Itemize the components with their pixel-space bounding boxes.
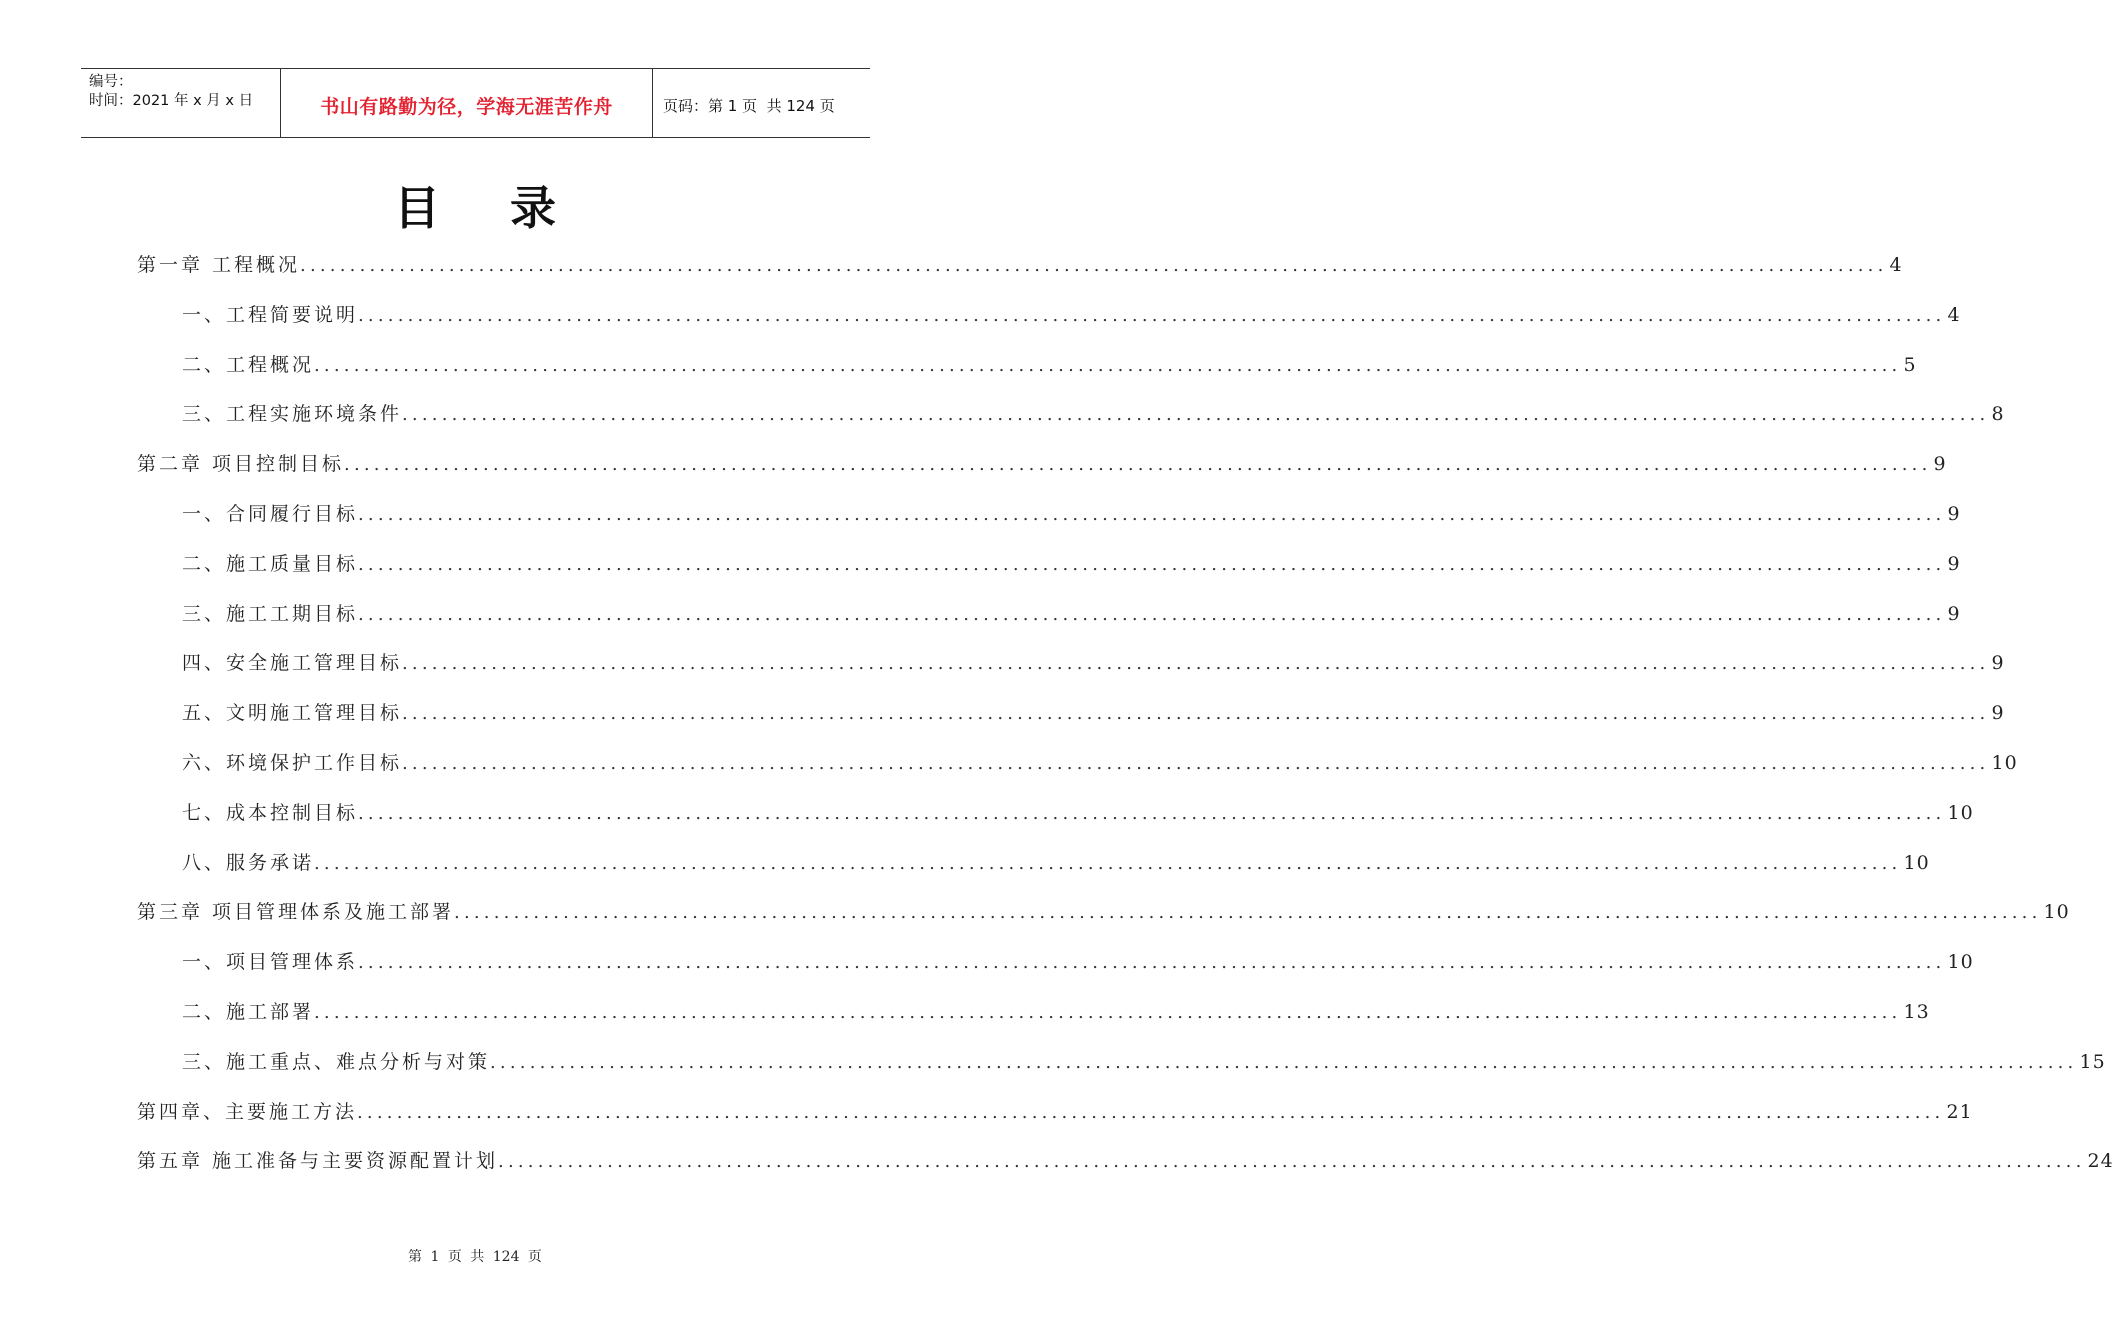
dot-leader: ................................................................................................................................................................: [314, 354, 1902, 376]
toc-entry[interactable]: [137, 897, 2070, 927]
toc-entry-page: 10: [1947, 951, 1974, 974]
toc-entry[interactable]: [182, 947, 1974, 977]
toc-entry-page: 4: [1947, 303, 1961, 326]
dot-leader: ................................................................................................................................................................: [490, 1051, 2078, 1073]
dot-leader: ................................................................................................................................................................: [358, 952, 1946, 974]
toc-entry-page: 4: [1889, 254, 1903, 276]
toc-entry-label: 三、施工重点、难点分析与对策: [182, 1050, 491, 1073]
dot-leader: ................................................................................................................................................................: [314, 1002, 1902, 1023]
toc-entry-page: 15: [2079, 1050, 2106, 1073]
toc-entry-label: 三、工程实施环境条件: [182, 403, 403, 426]
toc-entry-page: 24: [2087, 1150, 2114, 1173]
toc-entry[interactable]: [182, 599, 1961, 629]
toc-entry[interactable]: [182, 1047, 2106, 1077]
toc-entry-label: 第五章 施工准备与主要资源配置计划: [137, 1150, 499, 1173]
dot-leader: ................................................................................................................................................................: [300, 255, 1888, 276]
number-label: 编号：: [89, 74, 133, 90]
header-meta: [81, 69, 281, 137]
dot-leader: ................................................................................................................................................................: [402, 404, 1990, 426]
toc-entry-label: 第二章 项目控制目标: [137, 453, 345, 476]
dot-leader: ................................................................................................................................................................: [402, 753, 1990, 774]
toc-entry-label: 二、施工质量目标: [182, 552, 359, 575]
dot-leader: ................................................................................................................................................................: [358, 304, 1946, 326]
toc-entry[interactable]: [182, 798, 1974, 828]
toc-entry-label: 第三章 项目管理体系及施工部署: [137, 901, 455, 924]
toc-entry-page: 8: [1991, 403, 2005, 426]
toc-entry-page: 9: [1947, 602, 1961, 625]
dot-leader: ................................................................................................................................................................: [357, 1101, 1945, 1123]
toc-entry[interactable]: [182, 648, 2005, 678]
dot-leader: ................................................................................................................................................................: [344, 454, 1932, 476]
dot-leader: ................................................................................................................................................................: [358, 504, 1946, 525]
toc-entry[interactable]: [182, 350, 1917, 380]
dot-leader: ................................................................................................................................................................: [358, 553, 1946, 575]
toc-entry[interactable]: [182, 300, 1961, 330]
dot-leader: ................................................................................................................................................................: [402, 653, 1990, 675]
toc-entry-label: 七、成本控制目标: [182, 801, 359, 824]
toc-entry-page: 9: [1991, 652, 2005, 675]
toc-entry-label: 一、工程简要说明: [182, 303, 359, 326]
toc-entry-label: 六、环境保护工作目标: [182, 752, 403, 774]
page-title: 目录: [394, 181, 626, 235]
toc-entry-label: 八、服务承诺: [182, 851, 315, 874]
dot-leader: ................................................................................................................................................................: [402, 703, 1990, 725]
toc-entry[interactable]: [182, 698, 2005, 728]
toc-entry[interactable]: [137, 449, 1947, 479]
toc-entry[interactable]: [137, 1146, 2114, 1176]
toc-entry-page: 5: [1903, 353, 1917, 376]
toc-entry[interactable]: [182, 748, 2018, 778]
header-motto: 书山有路勤为径，学海无涯苦作舟: [281, 69, 653, 137]
dot-leader: ................................................................................................................................................................: [454, 902, 2042, 924]
toc-entry-label: 一、项目管理体系: [182, 951, 359, 974]
toc-entry[interactable]: [182, 399, 2005, 429]
toc-entry-label: 第一章 工程概况: [137, 254, 301, 276]
toc-entry-page: 21: [1946, 1100, 1973, 1123]
toc-entry-page: 10: [2043, 901, 2070, 924]
dot-leader: ................................................................................................................................................................: [358, 603, 1946, 625]
toc-entry-label: 一、合同履行目标: [182, 503, 359, 525]
toc-entry-page: 10: [1991, 752, 2018, 774]
dot-leader: ................................................................................................................................................................: [314, 852, 1902, 874]
toc-entry-label: 二、施工部署: [182, 1001, 315, 1023]
toc-entry-label: 二、工程概况: [182, 353, 315, 376]
toc-entry[interactable]: [137, 250, 1903, 280]
toc-entry-page: 9: [1947, 552, 1961, 575]
toc-entry-page: 10: [1947, 801, 1974, 824]
toc-entry-page: 10: [1903, 851, 1930, 874]
toc-entry-label: 四、安全施工管理目标: [182, 652, 403, 675]
toc-entry-page: 9: [1991, 702, 2005, 725]
page-footer: 第 1 页 共 124 页: [408, 1249, 542, 1265]
dot-leader: ................................................................................................................................................................: [498, 1151, 2086, 1173]
toc-entry[interactable]: [182, 499, 1961, 529]
toc-entry[interactable]: [182, 997, 1930, 1027]
toc-entry-label: 五、文明施工管理目标: [182, 702, 403, 725]
toc-entry-page: 9: [1947, 503, 1961, 525]
toc-entry[interactable]: [182, 848, 1930, 878]
document-header: [81, 68, 870, 138]
toc-entry-page: 13: [1903, 1001, 1930, 1023]
toc-entry-page: 9: [1933, 453, 1947, 476]
dot-leader: ................................................................................................................................................................: [358, 802, 1946, 824]
toc-entry[interactable]: [182, 549, 1961, 579]
page-info-text: 页码：第 1 页 共 124 页: [663, 96, 835, 115]
time-label: 时间：2021 年 x 月 x 日: [89, 93, 254, 109]
toc-entry[interactable]: [137, 1097, 1973, 1127]
header-page-info: [653, 69, 870, 137]
toc-entry-label: 三、施工工期目标: [182, 602, 359, 625]
toc-entry-label: 第四章、主要施工方法: [137, 1100, 358, 1123]
